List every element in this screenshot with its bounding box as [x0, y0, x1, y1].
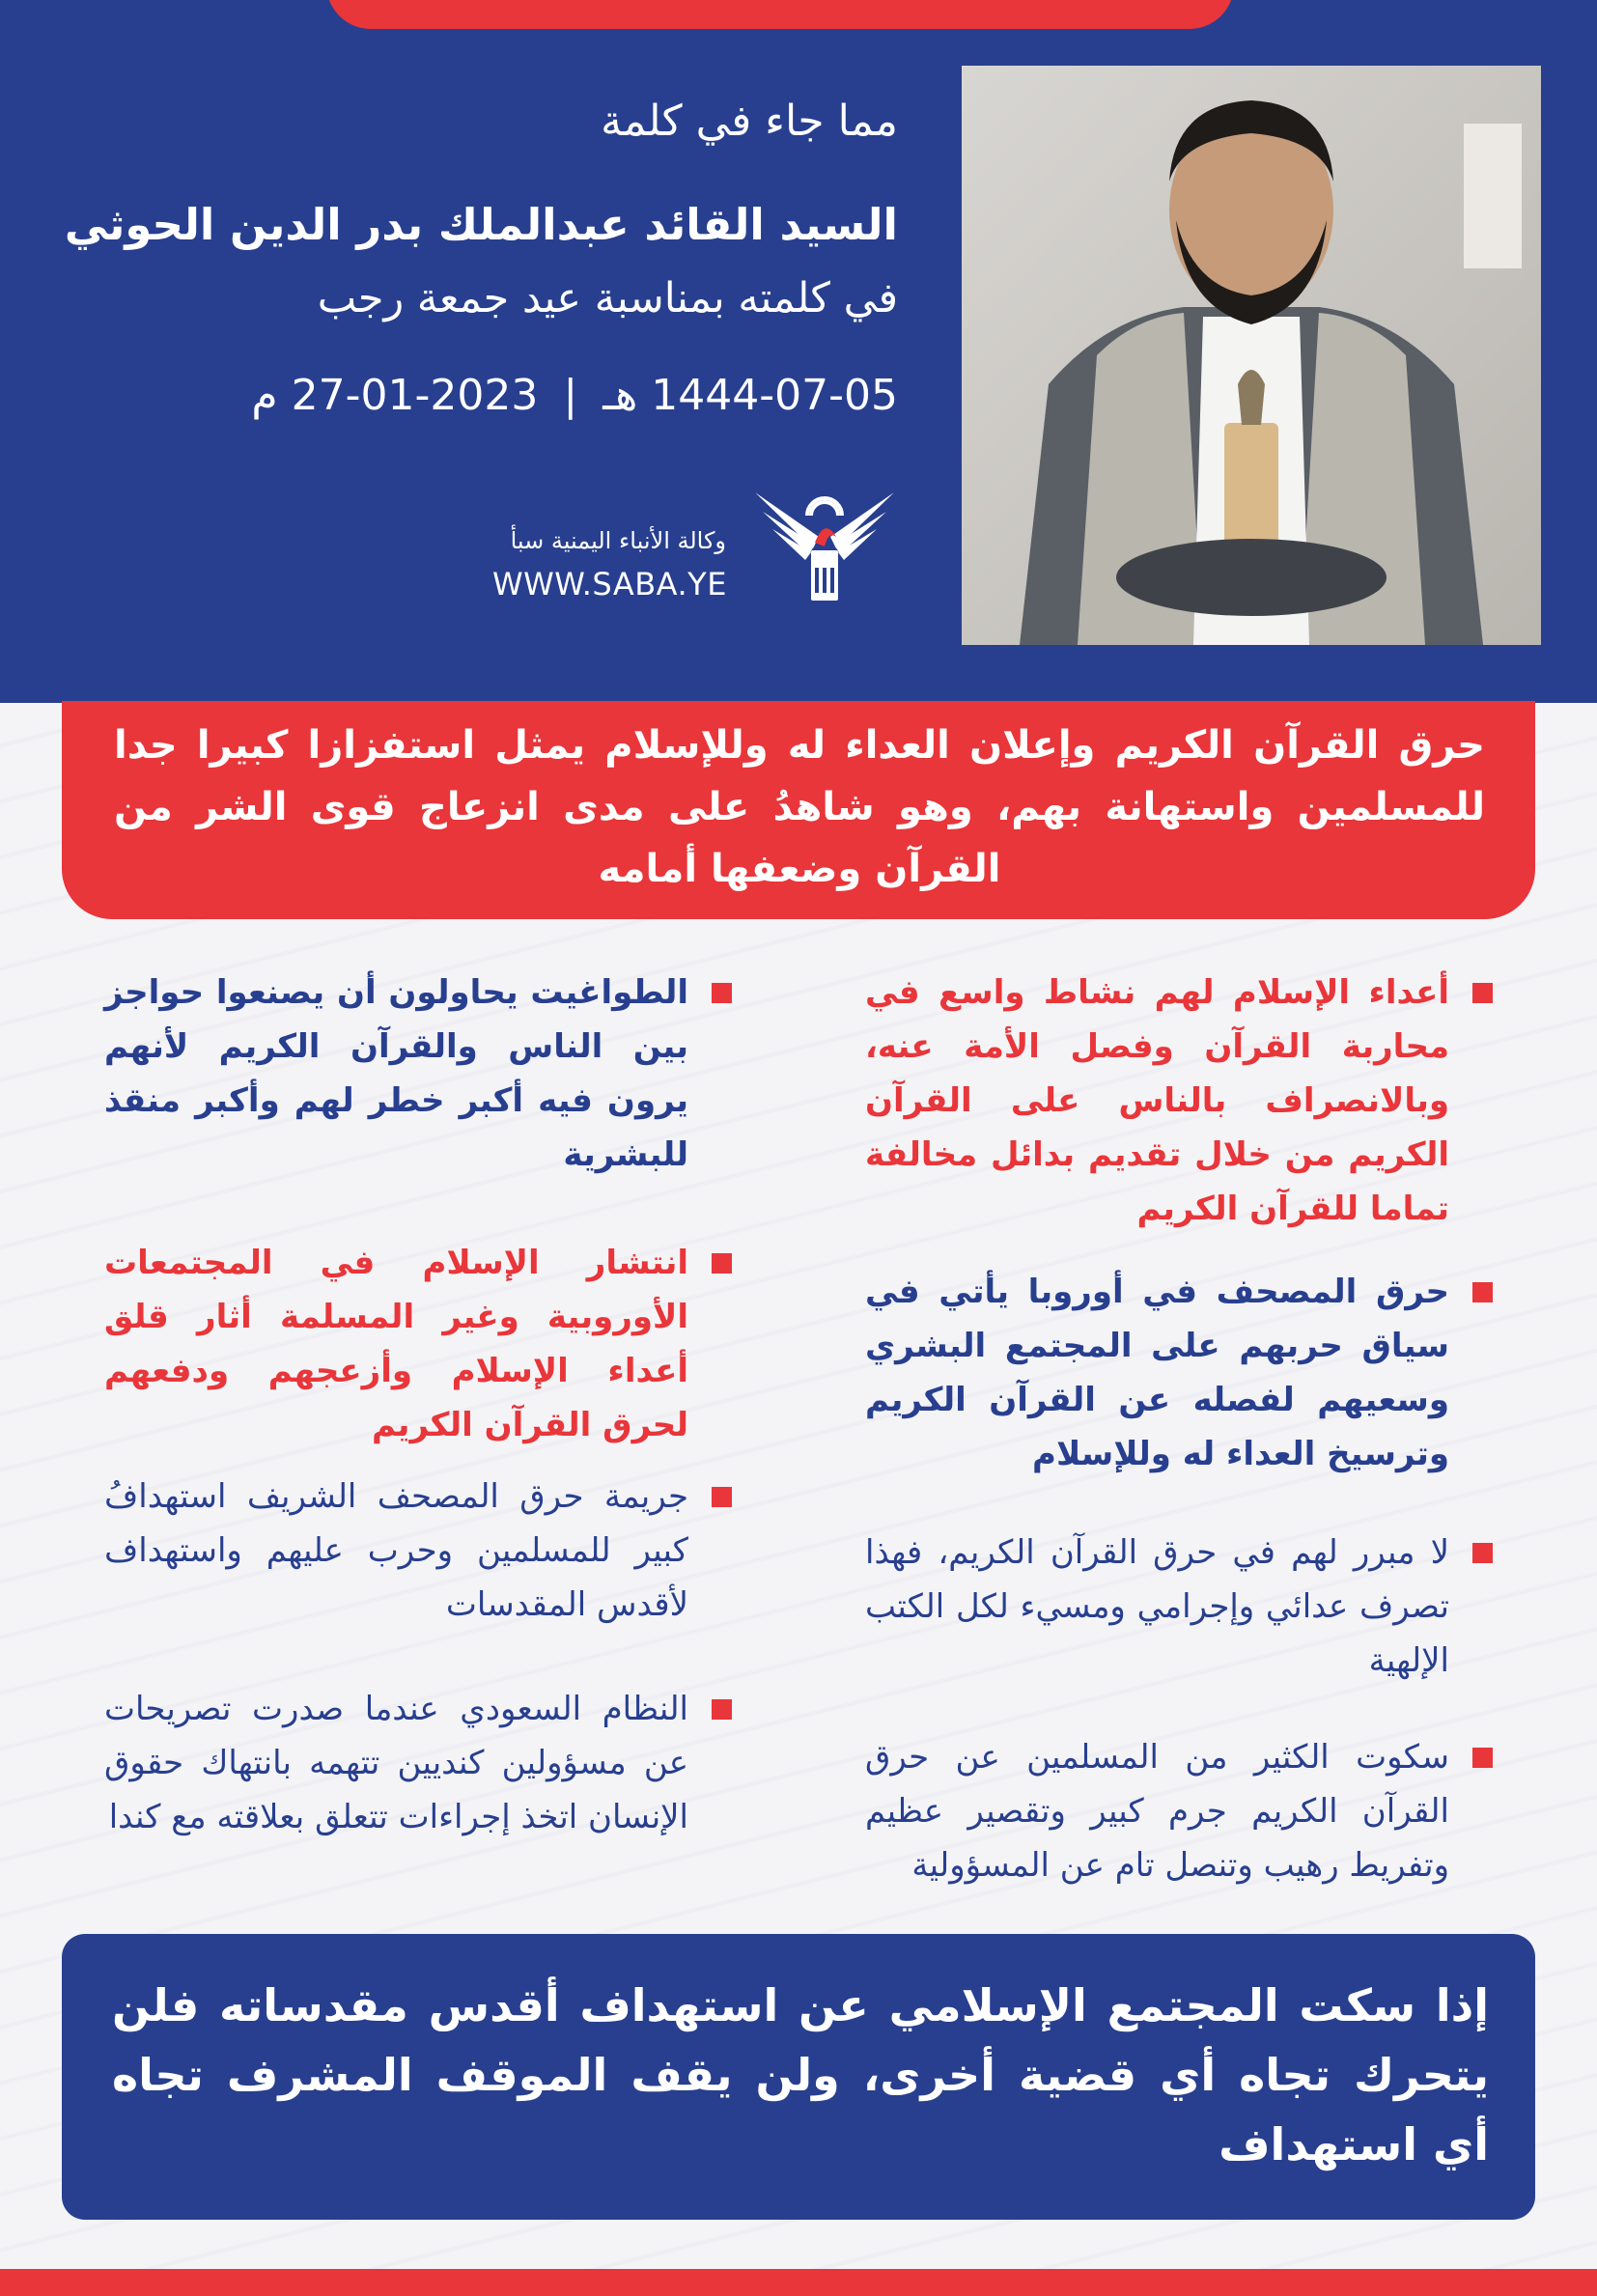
bullet-text: لا مبرر لهم في حرق القرآن الكريم، فهذا تصرف عدائي وإجرامي ومسيء لكل الكتب الإلهية: [865, 1533, 1449, 1680]
agency-url: WWW.SABA.YE: [492, 566, 727, 602]
bullet-square-icon: [712, 983, 732, 1003]
bullet-text: أعداء الإسلام لهم نشاط واسع في محاربة القرآن وفصل الأمة عنه، وبالانصراف بالناس على القرآن الكريم من خلال تقديم بدائل مخالفة تماما للقرآن الكريم: [865, 973, 1449, 1228]
bullet-item: [104, 1682, 732, 1844]
bullet-text: الطواغيت يحاولون أن يصنعوا حواجز بين الناس والقرآن الكريم لأنهم يرون فيه أكبر خطر لهم وأكبر منقذ للبشرية: [104, 973, 688, 1174]
bullet-item: [104, 966, 732, 1182]
date-separator: |: [563, 371, 578, 420]
bullet-item: [104, 1470, 732, 1632]
bullet-square-icon: [1472, 1282, 1493, 1302]
bullet-square-icon: [712, 1253, 732, 1274]
bullet-square-icon: [712, 1487, 732, 1507]
bullet-item: [104, 1236, 732, 1452]
date-hijri: 1444-07-05 هـ: [602, 371, 898, 420]
agency-name: وكالة الأنباء اليمنية سبأ: [510, 527, 726, 554]
top-red-tab: [326, 0, 1234, 29]
bullet-text: جريمة حرق المصحف الشريف استهدافُ كبير للمسلمين وحرب عليهم واستهداف لأقدس المقدسات: [104, 1477, 688, 1624]
agency-logo-block: [492, 483, 898, 608]
bullet-text: النظام السعودي عندما صدرت تصريحات عن مسؤولين كنديين تتهمه بانتهاك حقوق الإنسان اتخذ إجراءات تتعلق بعلاقته مع كندا: [104, 1690, 688, 1836]
bullet-text: سكوت الكثير من المسلمين عن حرق القرآن الكريم جرم كبير وتقصير عظيم وتفريط رهيب وتنصل تام عن المسؤولية: [865, 1738, 1449, 1885]
headline-banner: [62, 701, 1535, 919]
closing-quote-box: [62, 1934, 1535, 2220]
bullet-item: [865, 966, 1493, 1236]
bullet-square-icon: [1472, 1748, 1493, 1768]
bottom-red-bar: [0, 2269, 1597, 2296]
speaker-name: السيد القائد عبدالملك بدر الدين الحوثي: [64, 199, 898, 250]
bullet-square-icon: [1472, 1543, 1493, 1563]
bullet-square-icon: [1472, 983, 1493, 1003]
bullet-text: حرق المصحف في أوروبا يأتي في سياق حربهم على المجتمع البشري وسعيهم لفصله عن القرآن الكريم وترسيخ العداء له وللإسلام: [865, 1273, 1449, 1473]
bullet-text: انتشار الإسلام في المجتمعات الأوروبية وغير المسلمة أثار قلق أعداء الإسلام وأزعجهم ودفعهم لحرق القرآن الكريم: [104, 1244, 688, 1444]
portrait-illustration: [962, 66, 1541, 645]
date-line: [251, 371, 898, 420]
saba-logo-icon: [751, 483, 898, 606]
bullet-item: [865, 1526, 1493, 1688]
bullet-square-icon: [712, 1699, 732, 1720]
intro-line: مما جاء في كلمة: [601, 97, 898, 146]
bullet-item: [865, 1730, 1493, 1892]
speaker-portrait: [962, 66, 1541, 645]
header-panel: [0, 0, 1597, 703]
occasion-line: في كلمته بمناسبة عيد جمعة رجب: [317, 274, 898, 322]
headline-text: حرق القرآن الكريم وإعلان العداء له وللإسلام يمثل استفزازا كبيرا جدا للمسلمين واستهانة بهم، وهو شاهدُ على مدى انزعاج قوى الشر من القرآن وضعفها أمامه: [114, 723, 1485, 891]
date-gregorian: 2023-01-27 م: [251, 371, 539, 420]
closing-text: إذا سكت المجتمع الإسلامي عن استهداف أقدس مقدساته فلن يتحرك تجاه أي قضية أخرى، ولن يقف الموقف المشرف تجاه أي استهداف: [112, 1979, 1489, 2170]
bullet-item: [865, 1265, 1493, 1481]
